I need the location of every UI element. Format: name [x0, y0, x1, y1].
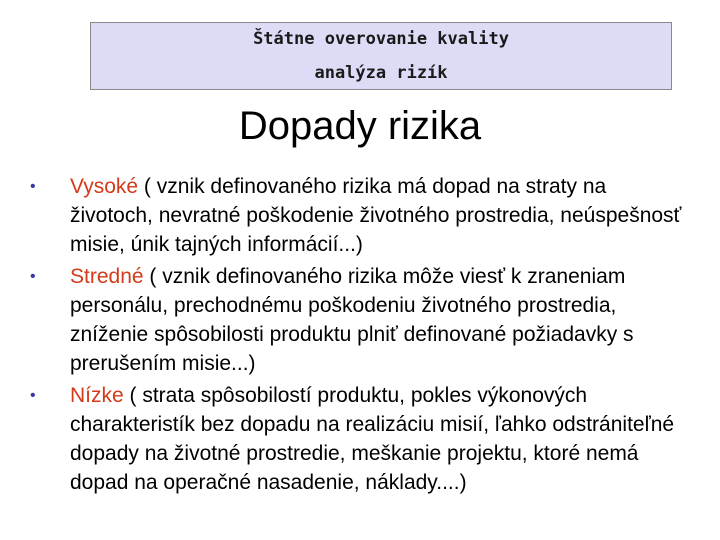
- bullet-list: [30, 172, 690, 500]
- bullet-icon: •: [30, 387, 36, 404]
- bullet-item-low: [30, 381, 690, 497]
- header-banner: [90, 22, 672, 90]
- slide-title: Dopady rizika: [238, 104, 482, 148]
- bullet-keyword: Vysoké: [70, 175, 139, 198]
- bullet-keyword: Stredné: [70, 265, 144, 288]
- bullet-text: ( strata spôsobilostí produktu, pokles výkonových charakteristík bez dopadu na realizáciu misií, ľahko odstrániteľné dopady na životné prostredie, meškanie projektu, ktoré nemá dopad na operačné nasadenie, náklady....): [70, 384, 675, 494]
- bullet-item-medium: [30, 262, 690, 378]
- banner-subtitle: analýza rizík: [314, 63, 448, 83]
- banner-title: Štátne overovanie kvality: [253, 29, 509, 49]
- bullet-text: ( vznik definovaného rizika môže viesť k zraneniam personálu, prechodnému poškodeniu životného prostredia, zníženie spôsobilosti produktu plniť definované požiadavky s prerušením misie...): [70, 265, 634, 375]
- bullet-icon: •: [30, 178, 36, 195]
- bullet-text: ( vznik definovaného rizika má dopad na straty na životoch, nevratné poškodenie životného prostredia, neúspešnosť misie, únik tajných informácií...): [70, 175, 682, 256]
- bullet-icon: •: [30, 268, 36, 285]
- bullet-item-high: [30, 172, 690, 259]
- bullet-keyword: Nízke: [70, 384, 124, 407]
